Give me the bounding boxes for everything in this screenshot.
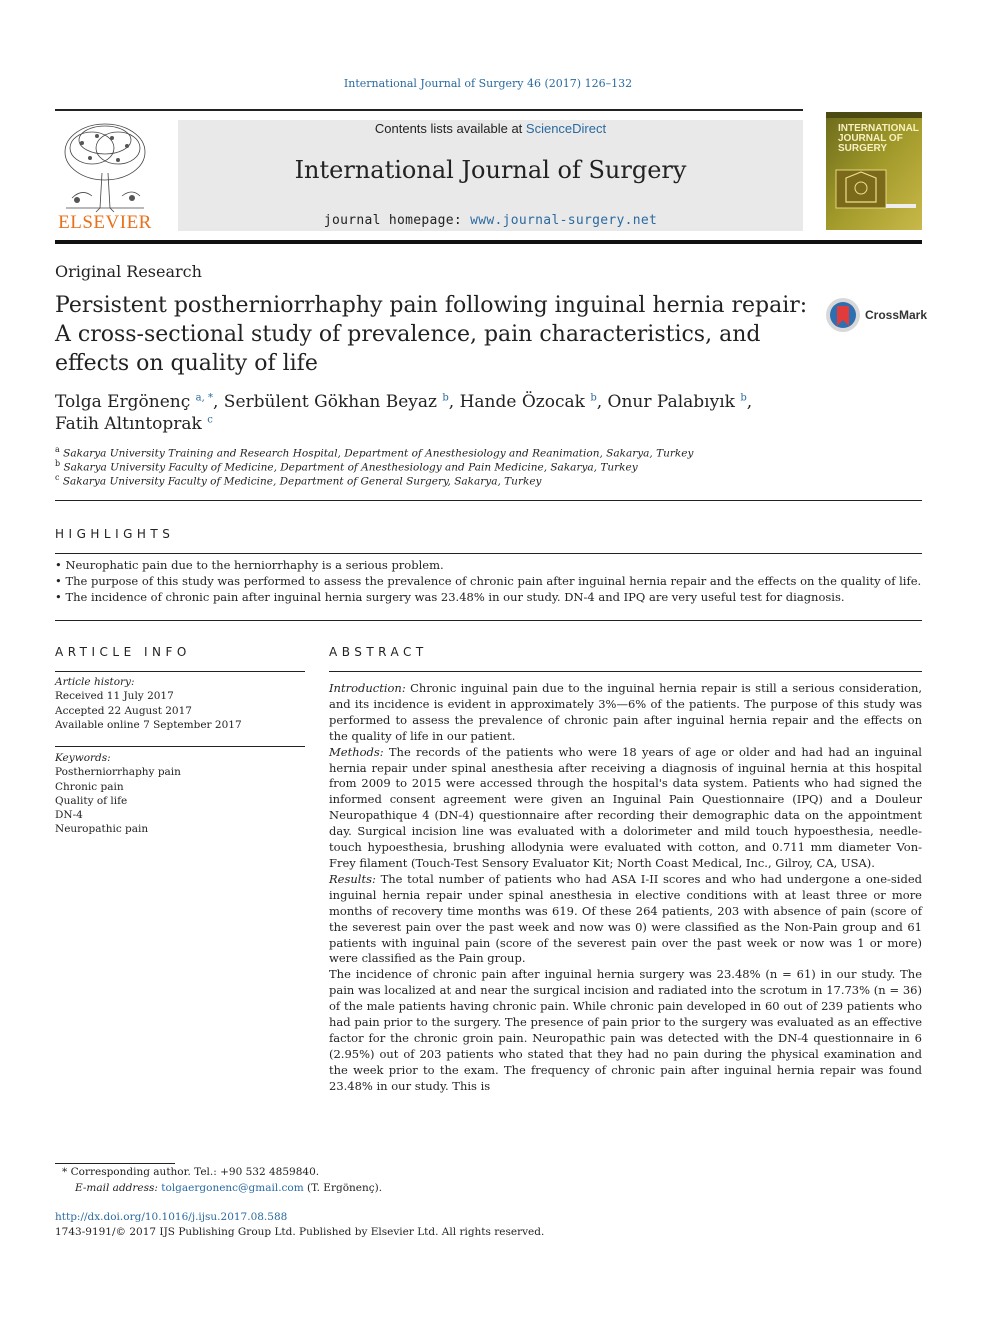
abstract-results: [329, 872, 922, 967]
results-label: Results:: [329, 871, 376, 886]
crossmark-badge[interactable]: [824, 295, 928, 335]
author-separator: ,: [448, 392, 460, 412]
keywords-rule: [55, 746, 305, 747]
footnote-rule: [55, 1163, 175, 1164]
abstract-methods: [329, 745, 922, 872]
crossmark-label[interactable]: CrossMark: [865, 308, 928, 322]
author-separator: ,: [746, 392, 753, 412]
author-name[interactable]: Hande Özocak: [459, 392, 585, 412]
methods-label: Methods:: [329, 744, 384, 759]
email-note: [75, 1182, 382, 1194]
affiliation-key: b: [55, 459, 61, 468]
cover-title-text: INTERNATIONAL JOURNAL OF SURGERY: [838, 123, 919, 154]
affiliation-key: c: [55, 473, 60, 482]
email-label: E-mail address:: [75, 1182, 162, 1194]
journal-name: International Journal of Surgery: [294, 156, 687, 184]
article-info-heading: ARTICLE INFO: [55, 645, 191, 659]
highlights-rule-bottom: [55, 620, 922, 621]
affiliation-c: [55, 473, 541, 488]
email-suffix: (T. Ergönenç).: [303, 1182, 383, 1194]
author-name[interactable]: Onur Palabıyık: [607, 392, 735, 412]
corresponding-author-note: * Corresponding author. Tel.: +90 532 4859840.: [62, 1166, 320, 1178]
highlight-item: • The incidence of chronic pain after inguinal hernia surgery was 23.48% in our study. DN-4 and IPQ are very useful test for diagnosis.: [55, 590, 845, 604]
affiliation-b: [55, 459, 638, 474]
history-accepted: Accepted 22 August 2017: [55, 705, 192, 717]
keyword-item[interactable]: Chronic pain: [55, 781, 124, 793]
affiliation-a: [55, 445, 693, 460]
abstract-introduction: [329, 681, 922, 745]
keywords-label: Keywords:: [55, 752, 111, 764]
keyword-item[interactable]: DN-4: [55, 809, 83, 821]
article-type: Original Research: [55, 262, 202, 281]
highlight-item: • The purpose of this study was performed to assess the prevalence of chronic pain after inguinal hernia repair and the effects on the quality of life.: [55, 574, 922, 588]
methods-text: The records of the patients who were 18 years of age or older and had had an inguinal hernia repair under spinal anesthesia after receiving a diagnosis of inguinal hernia at this hospital from 2009 to 2015 were accessed through the hospital's data system. Patients who had signed the informed consent agreement were given an Inguinal Pain Questionnaire (IPQ) and a Douleur Neuropathique 4 (DN-4) questionnaire after recording their demographic data on the appointment day. Surgical incision line was evaluated with a dolorimeter and mild touch hypoesthesia, needle-touch hypoesthesia, brushing allodynia were evaluated with cotton, and 0.711 mm diameter Von-Frey filament (Touch-Test Sensory Evaluator Kit; North Coast Medical, Inc., Gilroy, CA, USA).: [329, 744, 922, 870]
history-received: Received 11 July 2017: [55, 690, 174, 702]
keyword-item[interactable]: Quality of life: [55, 795, 128, 807]
introduction-text: Chronic inguinal pain due to the inguinal hernia repair is still a serious consideration, and its incidence is evident in approximately 3%—6% of the patients. The purpose of this study was performed to assess the prevalence of chronic pain after inguinal hernia repair and the effects on the quality of life in our patient.: [329, 681, 923, 743]
header-divider: [55, 500, 922, 501]
author-name[interactable]: Fatih Altıntoprak: [55, 414, 202, 434]
homepage-prefix: journal homepage:: [323, 213, 471, 228]
keyword-item[interactable]: Postherniorrhaphy pain: [55, 766, 181, 778]
contents-prefix: Contents lists available at: [374, 121, 526, 136]
author-affiliation-marker[interactable]: b: [590, 392, 597, 404]
affiliation-text: Sakarya University Training and Research Hospital, Department of Anesthesiology and Reanimation, Sakarya, Turkey: [63, 447, 694, 460]
author-affiliation-marker[interactable]: c: [207, 414, 213, 426]
article-history-label: Article history:: [55, 676, 135, 688]
abstract-heading: ABSTRACT: [329, 645, 428, 659]
history-online: Available online 7 September 2017: [55, 719, 242, 731]
author-name[interactable]: Serbülent Gökhan Beyaz: [223, 392, 437, 412]
masthead-rule: [55, 240, 922, 244]
article-title: Persistent postherniorrhaphy pain following inguinal hernia repair: A cross-sectional study of prevalence, pain characteristics, and effects on quality of life: [55, 293, 808, 376]
author-affiliation-marker[interactable]: a, *: [195, 392, 213, 404]
copyright-line: 1743-9191/© 2017 IJS Publishing Group Ltd. Published by Elsevier Ltd. All rights reserved.: [55, 1226, 545, 1238]
affiliation-key: a: [55, 445, 60, 454]
journal-homepage: [178, 213, 803, 228]
introduction-label: Introduction:: [329, 681, 406, 695]
affiliation-text: Sakarya University Faculty of Medicine, Department of General Surgery, Sakarya, Turkey: [62, 475, 542, 488]
elsevier-wordmark: ELSEVIER: [58, 212, 152, 233]
author-name[interactable]: Tolga Ergönenç: [55, 392, 191, 412]
affiliation-text: Sakarya University Faculty of Medicine, Department of Anesthesiology and Pain Medicine, Sakarya, Turkey: [63, 461, 638, 474]
doi-link-row: [55, 1211, 287, 1223]
contents-line: [178, 121, 803, 136]
email-link[interactable]: tolgaergonenc@gmail.com: [161, 1182, 304, 1194]
author-list-line-2: [55, 414, 213, 434]
header-rule: [55, 109, 803, 111]
abstract-rule: [329, 671, 922, 672]
author-list-line-1: [55, 392, 752, 412]
abstract-body: [329, 681, 922, 1095]
abstract-results-continued: The incidence of chronic pain after inguinal hernia surgery was 23.48% (n = 61) in our study. The pain was localized at and near the surgical incision and radiated into the scrotum in 17.73% (n = 36) of the male patients having chronic pain. While chronic pain developed in 60 out of 239 patients who had pain prior to the surgery. The presence of pain prior to the surgery was evaluated as an effective factor for the chronic groin pain. Neuropathic pain was detected with the DN-4 questionnaire in 6 (2.95%) out of 203 patients who stated that they had no pain during the physical examination and the week prior to the exam. The frequency of chronic pain after inguinal hernia repair was found 23.48% in our study. This is: [329, 967, 922, 1093]
highlights-heading: HIGHLIGHTS: [55, 527, 175, 541]
journal-reference[interactable]: International Journal of Surgery 46 (2017) 126–132: [343, 77, 633, 90]
highlights-rule-top: [55, 553, 922, 554]
homepage-link[interactable]: www.journal-surgery.net: [470, 213, 658, 228]
author-affiliation-marker[interactable]: b: [442, 392, 449, 404]
sciencedirect-link[interactable]: ScienceDirect: [525, 121, 607, 136]
author-separator: ,: [596, 392, 608, 412]
author-affiliation-marker[interactable]: b: [740, 392, 747, 404]
highlight-item: • Neurophatic pain due to the herniorrhaphy is a serious problem.: [55, 558, 444, 572]
keyword-item[interactable]: Neuropathic pain: [55, 823, 149, 835]
results-text: The total number of patients who had ASA I-II scores and who had undergone a one-sided inguinal hernia repair under spinal anesthesia in elective conditions with at least three or more months of recovery time months was 619. Of these 264 patients, 203 with absence of pain (score of the severest pain over the past week and now was 0) were classified as the Non-Pain group and 61 patients with inguinal pain (score of the severest pain over the past week or now was 1 or more) were classified as the Pain group.: [329, 871, 923, 966]
doi-link[interactable]: http://dx.doi.org/10.1016/j.ijsu.2017.08.588: [55, 1211, 288, 1223]
article-info-rule: [55, 671, 305, 672]
author-separator: ,: [212, 392, 224, 412]
